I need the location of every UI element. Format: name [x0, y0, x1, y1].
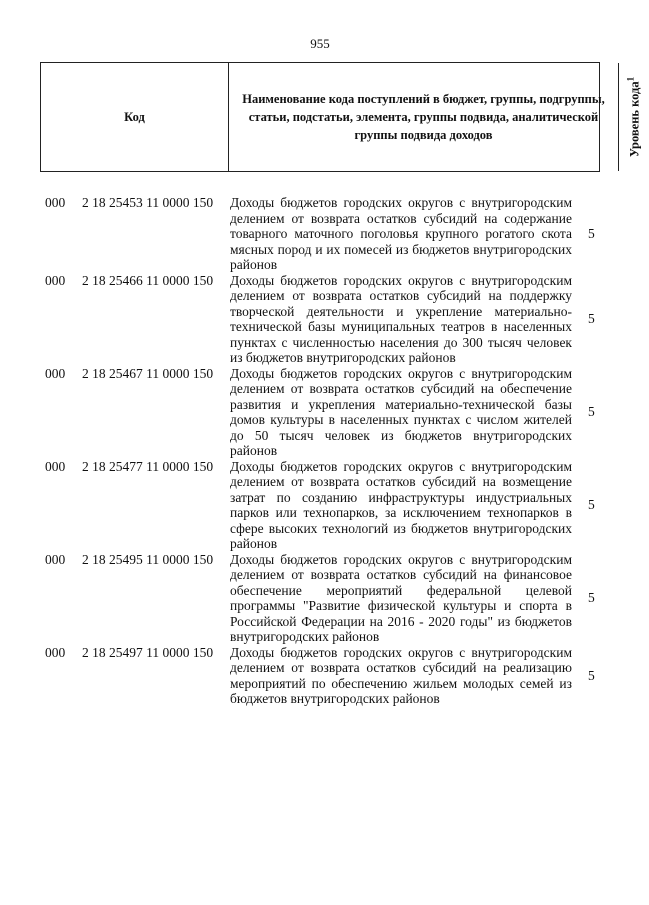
header-name: Наименование кода поступлений в бюджет, группы, подгруппы, статьи, подстатьи, элемента, группы подвида, аналитической группы подвида доходов — [229, 63, 619, 171]
revenue-code: 2 18 25495 11 0000 150 — [82, 551, 214, 567]
table-row — [40, 366, 600, 459]
table-header — [40, 62, 642, 172]
header-level-footnote: 1 — [625, 76, 636, 82]
revenue-description: Доходы бюджетов городских округов с внутригородским делением от возврата остатков субсидий на обеспечение развития и укрепления материально-технической базы домов культуры в населенных пунктах с числом жителей до 50 тысяч человек из бюджетов внутригородских районов — [230, 365, 572, 458]
table-row — [40, 459, 600, 552]
revenue-description: Доходы бюджетов городских округов с внутригородским делением от возврата остатков субсидий на поддержку творческой деятельности и укрепление материально-технической базы муниципальных театров в населенных пунктах с численностью населения до 300 тысяч человек из бюджетов внутригородских районов — [230, 272, 572, 365]
admin-code: 000 — [45, 272, 66, 288]
table-body — [40, 195, 600, 707]
admin-code: 000 — [45, 458, 66, 474]
header-level — [625, 77, 642, 157]
table-row — [40, 273, 600, 366]
table-row — [40, 195, 600, 273]
revenue-code: 2 18 25467 11 0000 150 — [82, 365, 214, 381]
revenue-description: Доходы бюджетов городских округов с внутригородским делением от возврата остатков субсидий на реализацию мероприятий по обеспечению жильем молодых семей из бюджетов внутригородских районов — [230, 644, 572, 706]
code-level: 5 — [588, 311, 595, 326]
revenue-description: Доходы бюджетов городских округов с внутригородским делением от возврата остатков субсидий на содержание товарного маточного поголовья крупного рогатого скота мясных пород и их помесей из бюджетов внутригородских районов — [230, 195, 572, 272]
code-level: 5 — [588, 226, 595, 241]
code-level: 5 — [588, 497, 595, 512]
code-level: 5 — [588, 590, 595, 605]
code-level: 5 — [588, 404, 595, 419]
table-row — [40, 552, 600, 645]
table-row — [40, 645, 600, 707]
revenue-description: Доходы бюджетов городских округов с внутригородским делением от возврата остатков субсидий на финансовое обеспечение мероприятий федеральной целевой программы "Развитие физической культуры и спорта в Российской Федерации на 2016 - 2020 годы" из бюджетов внутригородских районов — [230, 551, 572, 644]
header-level-label: Уровень кода — [627, 81, 642, 158]
revenue-code: 2 18 25477 11 0000 150 — [82, 458, 214, 474]
code-level: 5 — [588, 667, 595, 683]
admin-code: 000 — [45, 195, 66, 210]
admin-code: 000 — [45, 551, 66, 567]
revenue-description: Доходы бюджетов городских округов с внутригородским делением от возврата остатков субсидий на возмещение затрат по созданию инфраструктуры индустриальных парков или технопарков, за исключением технопарков в сфере высоких технологий из бюджетов внутригородских районов — [230, 458, 572, 551]
revenue-code: 2 18 25453 11 0000 150 — [82, 195, 214, 210]
revenue-code: 2 18 25466 11 0000 150 — [82, 272, 214, 288]
revenue-code: 2 18 25497 11 0000 150 — [82, 644, 214, 660]
admin-code: 000 — [45, 644, 66, 660]
admin-code: 000 — [45, 365, 66, 381]
header-code: Код — [41, 63, 229, 171]
header-level-cell — [619, 63, 649, 171]
page-number: 955 — [310, 36, 330, 51]
